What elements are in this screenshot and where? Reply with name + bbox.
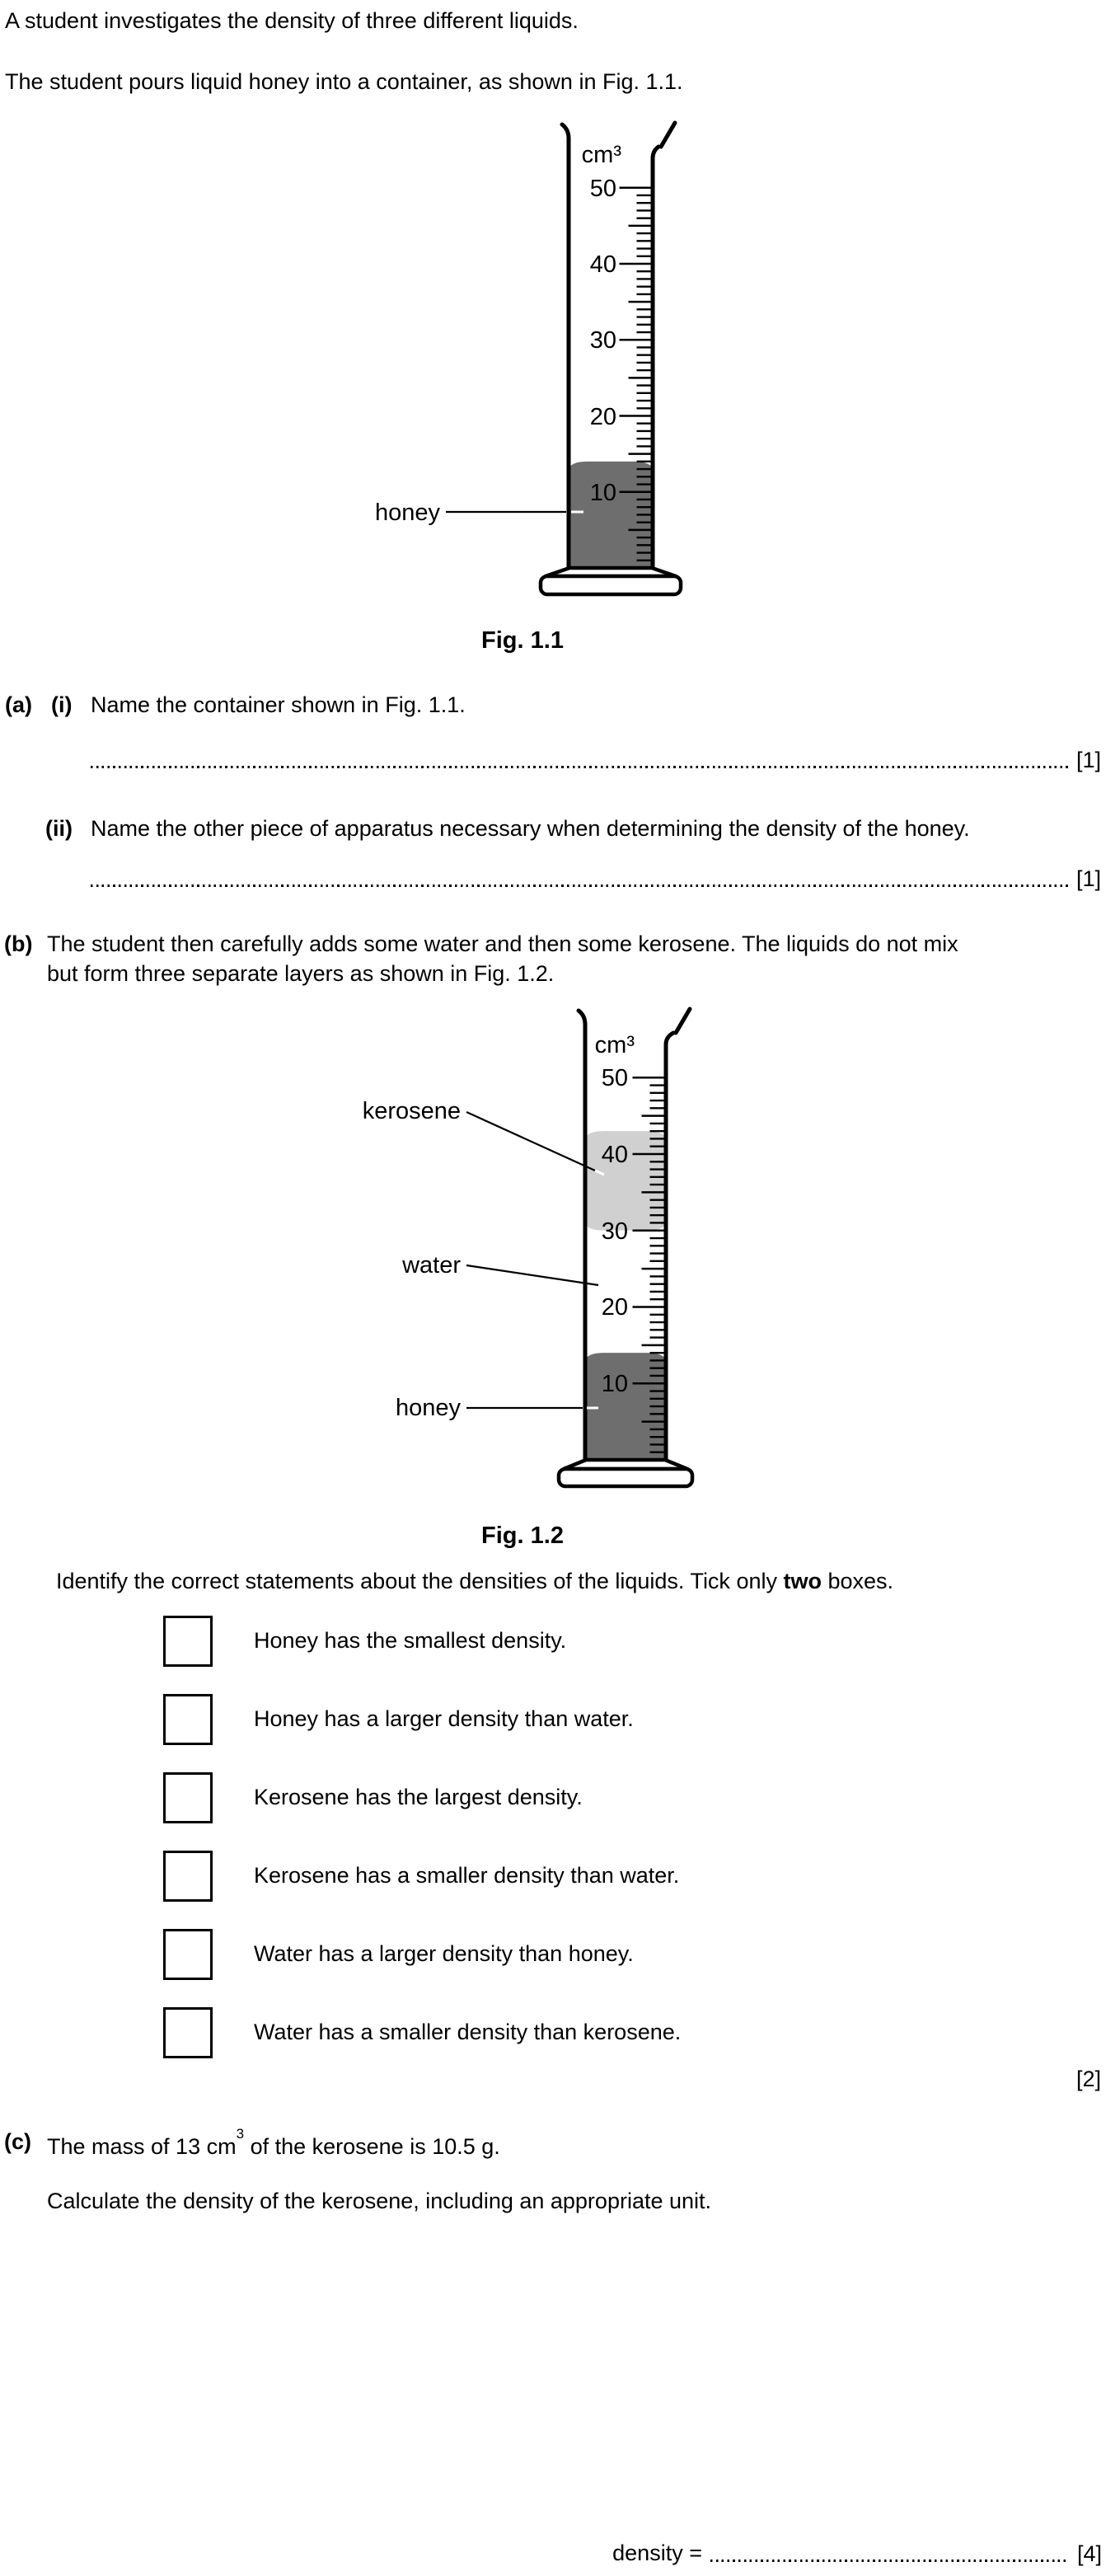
intro-line-1: A student investigates the density of three different liquids. bbox=[5, 8, 579, 33]
part-a-ii-label: (ii) bbox=[45, 816, 73, 841]
part-a-i-label: (i) bbox=[51, 692, 73, 717]
fig2-kerosene-leader-line bbox=[466, 1112, 595, 1171]
fig2-scale-30: 30 bbox=[601, 1218, 628, 1245]
fig2-kerosene-label: kerosene bbox=[362, 1098, 461, 1124]
fig1-honey-label: honey bbox=[374, 500, 440, 526]
fig2-spout bbox=[676, 1009, 690, 1033]
mark-c: [4] bbox=[1076, 2541, 1102, 2566]
identify-instruction bbox=[56, 1567, 893, 1595]
fig1-scale-50: 50 bbox=[589, 176, 616, 202]
fig1-unit-label: cm³ bbox=[581, 142, 621, 168]
part-c-mass-suffix: of the kerosene is 10.5 g. bbox=[244, 2134, 500, 2159]
part-b-text-line-1: The student then carefully adds some water and then some kerosene. The liquids do not mix bbox=[47, 931, 958, 956]
part-a-ii-question: Name the other piece of apparatus necessary when determining the density of the honey. bbox=[91, 816, 970, 841]
statement-5: Water has a larger density than honey. bbox=[254, 1941, 634, 1966]
fig2-right-wall bbox=[666, 1033, 673, 1460]
part-c-mass-superscript: 3 bbox=[236, 2125, 245, 2142]
fig1-scale-20: 20 bbox=[589, 404, 616, 430]
statement-1: Honey has the smallest density. bbox=[254, 1628, 567, 1653]
checkbox-statement-2[interactable] bbox=[163, 1694, 213, 1745]
fig1-right-wall bbox=[653, 147, 658, 568]
checkbox-statement-4[interactable] bbox=[163, 1851, 213, 1902]
part-b-text-line-2: but form three separate layers as shown in Fig. 1.2. bbox=[47, 961, 555, 986]
answer-line-a-ii[interactable] bbox=[91, 884, 1068, 887]
fig2-scale-50: 50 bbox=[601, 1065, 628, 1091]
fig2-scale-10: 10 bbox=[601, 1371, 628, 1397]
fig1-scale-40: 40 bbox=[589, 251, 616, 278]
part-c-label: (c) bbox=[4, 2129, 31, 2154]
fig-1-1-measuring-cylinder bbox=[0, 120, 1106, 664]
fig1-spout bbox=[661, 123, 675, 147]
fig2-scale-40: 40 bbox=[601, 1142, 628, 1168]
mark-a-i: [1] bbox=[1076, 748, 1101, 772]
checkbox-statement-6[interactable] bbox=[163, 2007, 213, 2058]
part-c-mass-prefix: The mass of 13 cm bbox=[47, 2134, 237, 2159]
identify-prefix: Identify the correct statements about the densities of the liquids. Tick only bbox=[56, 1569, 784, 1593]
fig2-unit-label: cm³ bbox=[594, 1032, 635, 1058]
checkbox-statement-5[interactable] bbox=[163, 1929, 213, 1980]
part-c-instruction: Calculate the density of the kerosene, including an appropriate unit. bbox=[47, 2189, 712, 2213]
statement-2: Honey has a larger density than water. bbox=[254, 1706, 634, 1731]
statement-4: Kerosene has a smaller density than water. bbox=[254, 1863, 680, 1888]
answer-row-a-i bbox=[91, 744, 1101, 773]
identify-bold-two: two bbox=[783, 1569, 822, 1593]
answer-line-a-i[interactable] bbox=[91, 766, 1068, 768]
fig-1-1-caption: Fig. 1.1 bbox=[481, 627, 564, 654]
fig2-foot-base bbox=[559, 1469, 692, 1486]
fig2-left-wall bbox=[579, 1011, 585, 1460]
part-b-label: (b) bbox=[4, 931, 33, 956]
fig2-scale-20: 20 bbox=[601, 1294, 628, 1321]
fig-1-2-caption: Fig. 1.2 bbox=[481, 1523, 564, 1549]
density-label: density = bbox=[612, 2541, 702, 2565]
statement-3: Kerosene has the largest density. bbox=[254, 1785, 583, 1809]
density-answer-line[interactable] bbox=[710, 2560, 1069, 2562]
statement-6: Water has a smaller density than kerosene. bbox=[254, 2020, 682, 2044]
part-c-mass-line bbox=[47, 2125, 500, 2161]
answer-row-a-ii bbox=[91, 862, 1101, 892]
mark-a-ii: [1] bbox=[1076, 866, 1101, 891]
fig-1-2-measuring-cylinder bbox=[0, 1004, 1106, 1499]
density-answer-row bbox=[612, 2537, 1102, 2567]
fig1-scale-30: 30 bbox=[589, 327, 616, 354]
part-a-i-question: Name the container shown in Fig. 1.1. bbox=[91, 692, 466, 717]
fig2-water-leader-line bbox=[466, 1265, 598, 1285]
fig2-honey-label: honey bbox=[395, 1395, 461, 1421]
fig1-scale-10: 10 bbox=[589, 480, 616, 506]
identify-suffix: boxes. bbox=[821, 1569, 894, 1593]
fig1-left-wall bbox=[562, 124, 569, 568]
fig1-foot-base bbox=[541, 576, 681, 594]
intro-line-2: The student pours liquid honey into a container, as shown in Fig. 1.1. bbox=[5, 69, 683, 94]
fig2-water-label: water bbox=[402, 1252, 461, 1279]
checkbox-statement-1[interactable] bbox=[163, 1616, 213, 1667]
part-a-label: (a) bbox=[5, 692, 32, 717]
mark-b: [2] bbox=[1076, 2067, 1101, 2091]
checkbox-statement-3[interactable] bbox=[163, 1772, 213, 1823]
